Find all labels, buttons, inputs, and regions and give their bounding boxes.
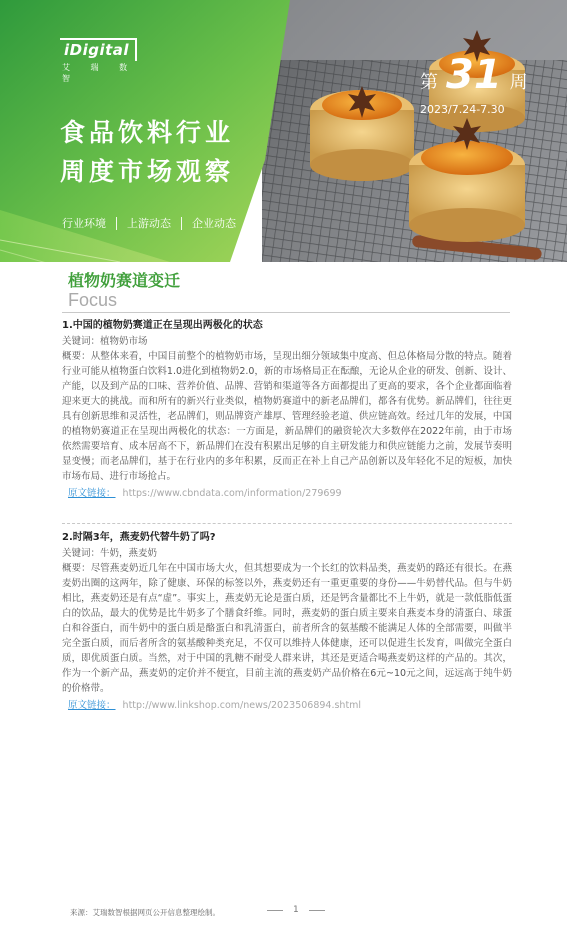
week-prefix: 第 bbox=[420, 72, 438, 93]
footer-source: 来源：艾瑞数智根据网页公开信息整理绘制。 bbox=[70, 908, 220, 917]
nav-separator bbox=[116, 217, 117, 230]
nav-item-upstream[interactable]: 上游动态 bbox=[127, 217, 171, 230]
report-title-line1: 食品饮料行业 bbox=[60, 118, 235, 147]
logo-text: iDigital bbox=[60, 38, 137, 61]
article-summary: 概要：尽管燕麦奶近几年在中国市场大火，但其想要成为一个长红的饮料品类，燕麦奶的路还有很长。在燕麦奶出圈的这两年，除了健康、环保的标签以外，燕麦奶还有一重更重要的身份——牛奶替代品。但与牛奶相比，燕麦奶还是有点“虚”。事实上，燕麦奶无论是蛋白质，还是钙含量都比不上牛奶，就是一款低脂低蛋白的饮品，最大的优势是比牛奶多了个膳食纤维。同时，燕麦奶的蛋白质主要来自燕麦本身的清蛋白、球蛋白和谷蛋白，而牛奶中的蛋白质是酪蛋白和乳清蛋白，前者所含的氨基酸不能满足人体的全部需要，叫做半完全蛋白质，而后者所含的氨基酸种类充足，不仅可以维持人体健康，还可以促进生长发育，叫做完全蛋白质，即优质蛋白质。当然，对于中国的乳糖不耐受人群来讲，其还是更适合喝燕麦奶这样的产品的。其次，作为一个新产品，燕麦奶的定价并不便宜，目前主流的燕麦奶产品价格在6元~10元之间，远远高于纯牛奶的价格带。 bbox=[62, 563, 512, 694]
date-range: 2023/7.24-7.30 bbox=[420, 103, 505, 116]
article-keywords: 关键词：植物奶市场 bbox=[62, 336, 148, 347]
source-link-label[interactable]: 原文链接： bbox=[68, 488, 116, 499]
article-divider bbox=[62, 523, 512, 524]
article-source-link bbox=[62, 698, 512, 713]
idigital-logo bbox=[60, 38, 140, 83]
article-title: 1.中国的植物奶赛道正在呈现出两极化的状态 bbox=[62, 320, 263, 331]
article-summary: 概要：从整体来看，中国目前整个的植物奶市场，呈现出细分领域集中度高、但总体格局分散的特点。随着行业可能从植物蛋白饮料1.0进化到植物奶2.0，新的市场格局正在酝酿，无论从企业的研发、创新、设计、产能，以及到产品的口味、营养价值、品牌、营销和渠道等各方面都提出了更高的要求，各个企业都面临着迎来更大的挑战。而和所有的新兴行业类似，植物奶赛道中的新老品牌们，都各有优势。新品牌们，往往更具有创新思维和灵活性，老品牌们，则品牌资产雄厚、管理经验老道、供应链高效。经过几年的发展，中国的植物奶赛道正在呈现出两极化的状态：一方面是，新品牌们的融资轮次大多数停在2022年前，由于市场依然需要培育、成本居高不下，新品牌们在没有积累出足够的自主研发能力和供应链能力之前，发展节奏明显变慢；而老品牌们，基于在行业内的多年积累，反而正在补上自己产品创新以及年轻化不足的短板，加快市场布局、进行市场抢占。 bbox=[62, 351, 512, 482]
section-rule bbox=[62, 312, 510, 313]
nav-item-company[interactable]: 企业动态 bbox=[192, 217, 236, 230]
section-title: 植物奶赛道变迁 bbox=[68, 271, 181, 290]
source-link-label[interactable]: 原文链接： bbox=[68, 700, 116, 711]
source-link-url[interactable]: http://www.linkshop.com/news/2023506894.shtml bbox=[122, 700, 362, 711]
article-2 bbox=[62, 530, 512, 713]
page-dash-left bbox=[267, 910, 283, 911]
week-label bbox=[420, 52, 528, 98]
page-number bbox=[257, 905, 335, 915]
week-suffix: 周 bbox=[509, 72, 528, 93]
week-number: 31 bbox=[446, 52, 502, 98]
category-nav bbox=[62, 215, 236, 231]
page-dash-right bbox=[309, 910, 325, 911]
source-link-url[interactable]: https://www.cbndata.com/information/279699 bbox=[122, 488, 342, 499]
article-source-link bbox=[62, 486, 512, 501]
page-number-value: 1 bbox=[293, 905, 299, 915]
article-title: 2.时隔3年，燕麦奶代替牛奶了吗? bbox=[62, 532, 216, 543]
article-1 bbox=[62, 318, 512, 501]
nav-item-industry[interactable]: 行业环境 bbox=[62, 217, 106, 230]
article-keywords: 关键词：牛奶，燕麦奶 bbox=[62, 548, 158, 559]
report-title-line2: 周度市场观察 bbox=[60, 157, 235, 186]
section-subtitle: Focus bbox=[68, 290, 118, 310]
logo-subtext: 艾 瑞 数 智 bbox=[62, 63, 137, 83]
nav-separator bbox=[181, 217, 182, 230]
header-banner bbox=[0, 0, 567, 262]
